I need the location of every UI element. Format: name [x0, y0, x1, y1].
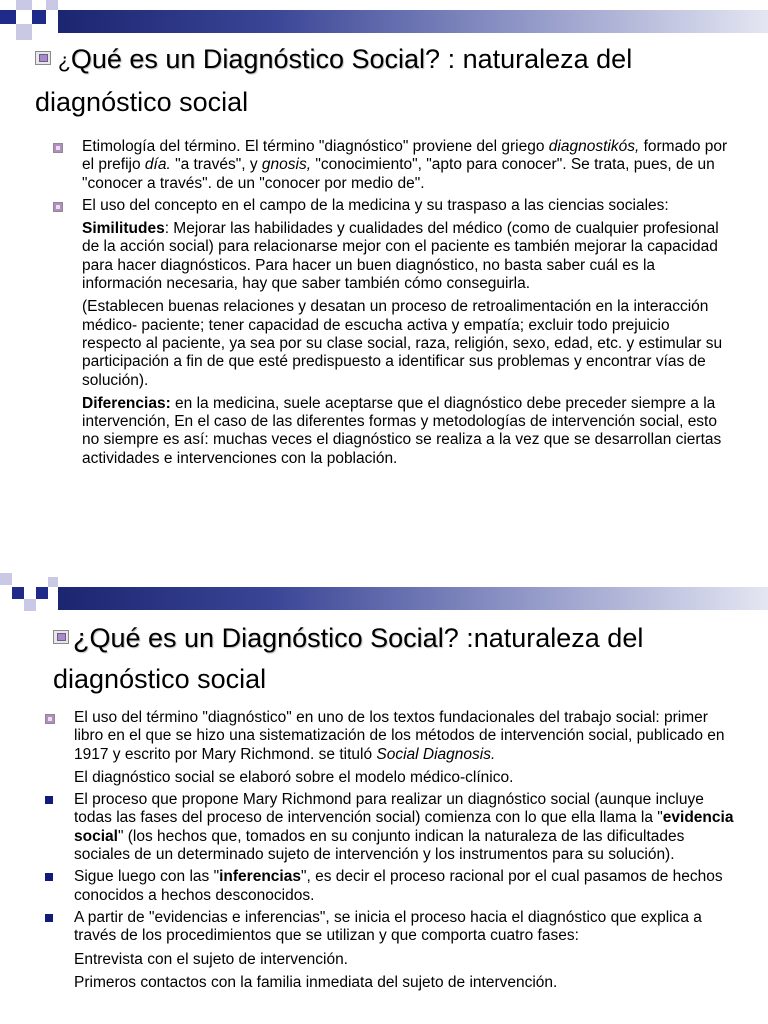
diferencias-paragraph: Diferencias: en la medicina, suele aceptarse que el diagnóstico debe preceder siempre a la intervención, En el caso de las diferentes formas y metodologías de intervención social, esto no siempre es así: muchas veces el diagnóstico se realiza a la vez que se desarrollan ciertas actividades e intervenciones con la población. [82, 394, 722, 467]
list-item [45, 791, 735, 864]
fases-paragraph: A partir de "evidencias e inferencias", se inicia el proceso hacia el diagnóstico que explica a través de los procedimientos que se utilizan y que comporta cuatro fases: [74, 908, 702, 945]
evidencia-social-paragraph: El proceso que propone Mary Richmond para realizar un diagnóstico social (aunque incluye todas las fases del proceso de intervención social) comienza con lo que ella llama la "evidencia social" (los hechos que, tomados en su conjunto indican la naturaleza de las dificultades sociales de un determinado sujeto de intervención y los instrumentos para su solución). [74, 791, 734, 864]
title-highlight: Qué es un Diagnóstico Social [70, 44, 426, 74]
slide-title [35, 39, 755, 123]
relations-paragraph: (Establecen buenas relaciones y desatan un proceso de retroalimentación en la interacción médico- paciente; tener capacidad de escucha activa y empatía; excluir todo prejuicio respecto al paciente, ya sea por su clase social, raza, religión, sexo, edad, etc. y estimular su participación a fin de que esté predispuesto a identificar sus problemas y encontrar vías de solución). [82, 298, 723, 389]
title-question-open: ¿ [58, 50, 71, 73]
list-item [53, 138, 733, 193]
title-highlight: ¿Qué es un Diagnóstico Social [73, 623, 444, 653]
slide-2 [0, 573, 768, 1024]
title-line-2: diagnóstico social [35, 87, 249, 117]
slide-2-content [45, 709, 735, 996]
list-item [45, 709, 735, 787]
contactos-paragraph: Primeros contactos con la familia inmediata del sujeto de intervención. [74, 973, 558, 991]
bullet-square [45, 796, 53, 804]
list-item [53, 197, 733, 468]
concept-intro-paragraph: El uso del concepto en el campo de la medicina y su traspaso a las ciencias sociales: [82, 196, 669, 214]
title-rest: ? : naturaleza del [425, 44, 633, 74]
bullet-square [45, 873, 53, 881]
entrevista-paragraph: Entrevista con el sujeto de intervención. [74, 950, 348, 968]
header-gradient-bar [58, 10, 768, 33]
header-gradient-bar [58, 587, 768, 610]
list-item [45, 868, 735, 905]
bullet-icon [53, 202, 63, 212]
bullet-icon [53, 143, 63, 153]
richmond-book-paragraph: El uso del término "diagnóstico" en uno de los textos fundacionales del trabajo social: primer libro en el que se hizo una sistematización de los métodos de intervención social, publicado en 1917 y escrito por Mary Richmond. se tituló Social Diagnosis. [74, 709, 725, 763]
bullet-icon [45, 714, 55, 724]
slide-title-icon [53, 630, 69, 644]
slide-title-icon [35, 51, 51, 65]
similitudes-paragraph: Similitudes: Mejorar las habilidades y cualidades del médico (como de cualquier profesional de la acción social) para relacionarse mejor con el paciente es también mejorar la capacidad para hacer diagnósticos. Para hacer un buen diagnóstico, no basta saber cuál es la información necesaria, hay que saber también cómo conseguirla. [82, 220, 719, 293]
bullet-square [45, 914, 53, 922]
title-rest: ? :naturaleza del [443, 623, 644, 653]
slide-1-content [53, 138, 733, 472]
etymology-paragraph: Etimología del término. El término "diagnóstico" proviene del griego diagnostikós, formado por el prefijo día. "a través", y gnosis, "conocimiento", "apto para conocer". Se trata, pues, de un "conocer a través". de un "conocer por medio de". [82, 138, 728, 192]
medical-model-paragraph: El diagnóstico social se elaboró sobre el modelo médico-clínico. [74, 768, 514, 786]
title-line-2: diagnóstico social [53, 664, 267, 694]
inferencias-paragraph: Sigue luego con las "inferencias", es decir el proceso racional por el cual pasamos de hechos conocidos a hechos desconocidos. [74, 868, 723, 904]
list-item [45, 909, 735, 992]
slide-title [53, 618, 758, 700]
